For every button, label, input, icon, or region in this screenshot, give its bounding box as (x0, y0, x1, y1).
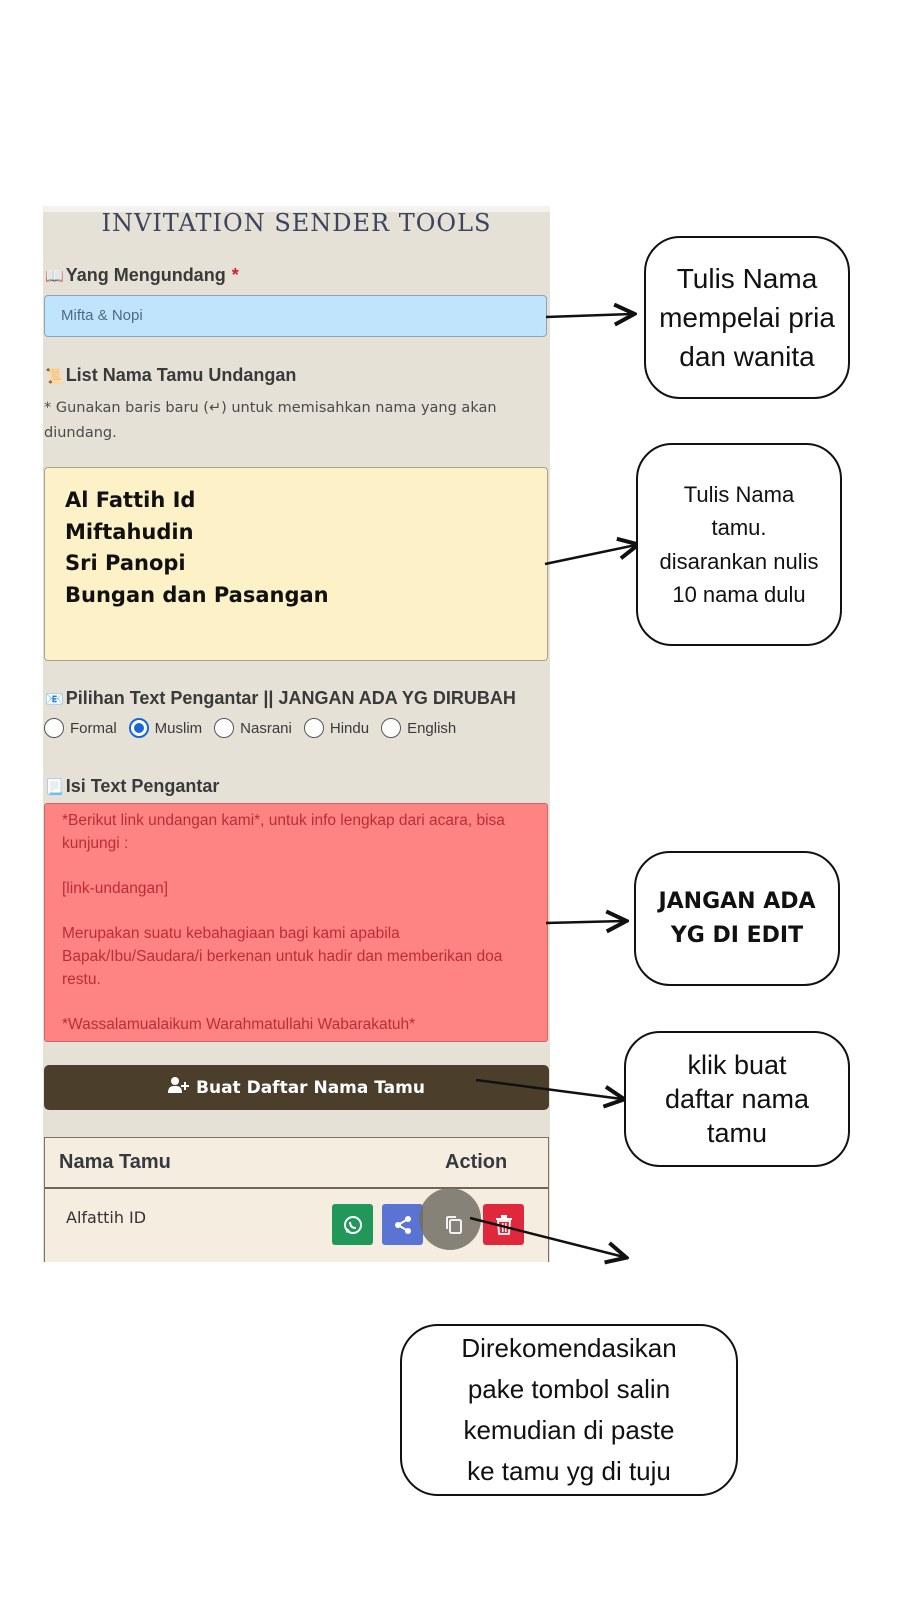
radio-label: Hindu (329, 719, 370, 737)
guest-list-label-text: List Nama Tamu Undangan (65, 365, 297, 385)
message-line: Merupakan suatu kebahagiaan bagi kami apabila Bapak/Ibu/Saudara/i berkenan untuk hadir dan memberikan doa restu. (62, 925, 503, 988)
required-mark: * (231, 265, 239, 285)
callout-text: JANGAN ADA YG DI EDIT (658, 888, 816, 948)
email-icon: 📧 (45, 691, 64, 708)
arrow-host (546, 314, 632, 317)
app-title: INVITATION SENDER TOOLS (101, 209, 492, 237)
radio-label: Formal (70, 719, 117, 737)
guest-name-cell: Alfattih ID (66, 1208, 147, 1227)
message-line: [link-undangan] (62, 880, 168, 897)
radio-label: Muslim (154, 719, 203, 737)
create-guest-list-label: Buat Daftar Nama Tamu (196, 1077, 425, 1098)
guest-name-line: Al Fattih Id (65, 488, 196, 512)
page-icon: 📃 (45, 779, 64, 796)
callout-button (624, 1031, 850, 1167)
callout-text: klik buat daftar nama tamu (664, 1050, 810, 1148)
message-label-text: Isi Text Pengantar (65, 776, 220, 796)
arrow-message (546, 921, 624, 923)
column-header-action: Action (445, 1151, 508, 1173)
scroll-icon: 📜 (45, 368, 64, 385)
callout-text: Tulis Nama mempelai pria dan wanita (659, 263, 835, 372)
host-label-text: Yang Mengundang (65, 265, 226, 285)
arrow-button (476, 1080, 622, 1099)
callout-text: Direkomendasikan pake tombol salin kemudian di paste ke tamu yg di tuju (461, 1333, 677, 1486)
callout-text: Tulis Nama tamu. disarankan nulis 10 nama dulu (659, 481, 819, 607)
callout-host (644, 236, 850, 399)
arrow-guests (545, 545, 636, 564)
guest-name-line: Bungan dan Pasangan (65, 582, 329, 607)
book-icon: 📖 (45, 268, 64, 285)
host-name-input[interactable]: Mifta & Nopi (44, 295, 547, 337)
column-header-name: Nama Tamu (59, 1151, 171, 1173)
guest-list-hint: * Gunakan baris baru (↵) untuk memisahkan nama yang akan diundang. (44, 400, 497, 441)
callout-message (634, 851, 840, 986)
callout-guests (636, 443, 842, 646)
message-line: *Berikut link undangan kami*, untuk info lengkap dari acara, bisa kunjungi : (62, 812, 505, 852)
arrow-copy (470, 1218, 624, 1257)
guest-name-line: Sri Panopi (65, 551, 186, 575)
message-line: *Wassalamualaikum Warahmatullahi Wabarakatuh* (62, 1016, 416, 1033)
guest-name-line: Miftahudin (65, 519, 194, 544)
template-label-text: Pilihan Text Pengantar || JANGAN ADA YG DIRUBAH (65, 688, 516, 708)
radio-label: English (407, 719, 457, 737)
callout-copy (400, 1324, 738, 1496)
radio-label: Nasrani (240, 719, 292, 737)
